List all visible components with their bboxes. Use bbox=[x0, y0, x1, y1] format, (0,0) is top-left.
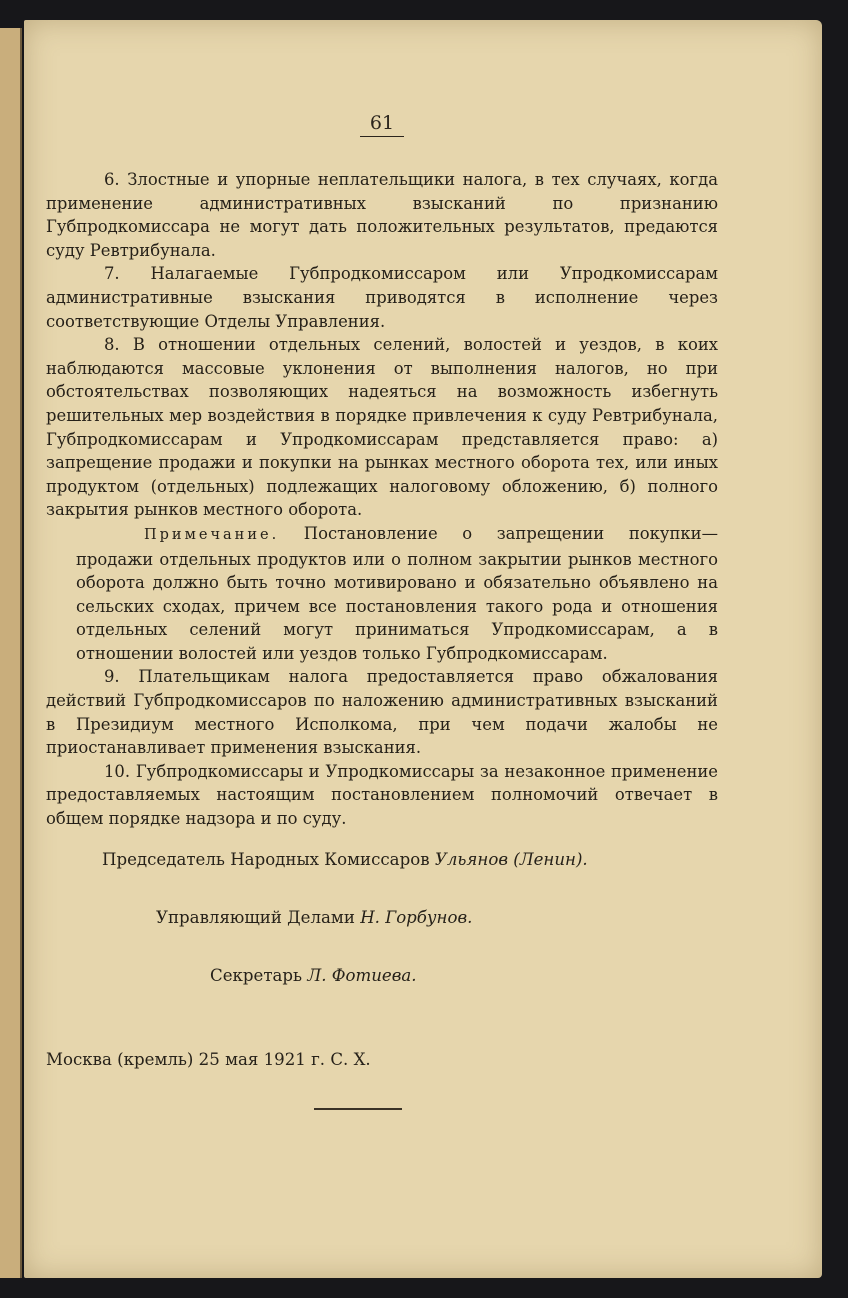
signature-name: Н. Горбунов. bbox=[360, 908, 473, 927]
signature-name: Л. Фотиева. bbox=[307, 966, 417, 985]
document-page bbox=[24, 20, 822, 1278]
signature-manager bbox=[156, 908, 472, 927]
signature-title: Секретарь bbox=[210, 966, 303, 985]
page-number: 61 bbox=[360, 112, 404, 137]
signature-secretary bbox=[210, 966, 417, 985]
note-paragraph bbox=[76, 522, 718, 666]
place-date: Москва (кремль) 25 мая 1921 г. С. Х. bbox=[46, 1050, 371, 1069]
paragraph-7: 7. Налагаемые Губпродкомиссаром или Упродкомиссарам административные взыскания приводятся в исполнение через соответствующие Отделы Управления. bbox=[46, 264, 718, 331]
signature-name: Ульянов (Ленин). bbox=[434, 850, 588, 869]
paragraph-6: 6. Злостные и упорные неплательщики налога, в тех случаях, когда применение административных взысканий по признанию Губпродкомиссара не могут дать положительных результатов, предаются суду Ревтрибунала. bbox=[46, 170, 718, 260]
note-text: Постановление о запрещении покупки— продажи отдельных продуктов или о полном закрытии рынков местного оборота должно быть точно мотивировано и обязательно объявлено на сельских сходах, причем все постановления такого рода и отношения отдельных селений могут приниматься Упродкомиссарам, а в отношении волостей или уездов только Губпродкомиссарам. bbox=[76, 523, 718, 663]
note-label: Примечание. bbox=[144, 526, 280, 543]
paragraph-8: 8. В отношении отдельных селений, волостей и уездов, в коих наблюдаются массовые уклонения от выполнения налогов, но при обстоятельствах позволяющих надеяться на возможность избегнуть решительных мер воздействия в порядке привлечения к суду Ревтрибунала, Губпродкомиссарам и Упродкомиссарам представляется право: а) запрещение продажи и покупки на рынках местного оборота тех, или иных продуктом (отдельных) подлежащих налоговому обложению, б) полного закрытия рынков местного оборота. bbox=[46, 335, 718, 520]
signature-chairman bbox=[102, 850, 588, 869]
signature-title: Председатель Народных Комиссаров bbox=[102, 850, 430, 869]
paragraph-10: 10. Губпродкомиссары и Упродкомиссары за незаконное применение предоставляемых настоящим постановлением полномочий отвечает в общем порядке надзора и по суду. bbox=[46, 761, 718, 829]
paragraph-9: 9. Плательщикам налога предоставляется право обжалования действий Губпродкомиссаров по наложению административных взысканий в Президиум местного Исполкома, при чем подачи жалобы не приостанавливает применения взыскания. bbox=[46, 667, 718, 758]
signature-title: Управляющий Делами bbox=[156, 908, 355, 927]
decree-body bbox=[46, 168, 718, 831]
previous-page-edge bbox=[0, 28, 22, 1278]
end-divider bbox=[314, 1108, 402, 1110]
